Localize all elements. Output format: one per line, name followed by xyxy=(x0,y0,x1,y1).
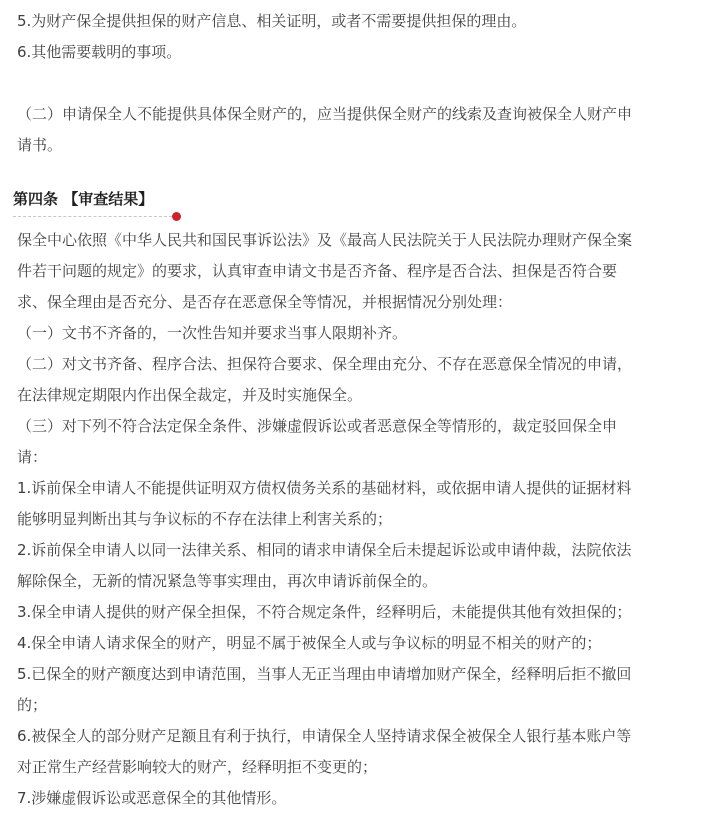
body-line: 1.诉前保全申请人不能提供证明双方债权债务关系的基础材料，或依据申请人提供的证据材料 xyxy=(17,479,632,497)
body-line: （一）文书不齐备的，一次性告知并要求当事人限期补齐。 xyxy=(17,324,408,342)
body-line: 对正常生产经营影响较大的财产，经释明拒不变更的； xyxy=(17,758,378,776)
red-dot-marker xyxy=(172,212,181,221)
body-line: （三）对下列不符合法定保全条件、涉嫌虚假诉讼或者恶意保全等情形的，裁定驳回保全申 xyxy=(17,417,618,435)
body-line: 7.涉嫌虚假诉讼或恶意保全的其他情形。 xyxy=(17,789,287,807)
body-line: 保全中心依照《中华人民共和国民事诉讼法》及《最高人民法院关于人民法院办理财产保全案 xyxy=(17,231,633,249)
body-line: 请： xyxy=(17,448,48,466)
body-line: 6.被保全人的部分财产足额且有利于执行，申请保全人坚持请求保全被保全人银行基本账户等 xyxy=(17,727,632,745)
sub-clause-line: （二）申请保全人不能提供具体保全财产的，应当提供保全财产的线索及查询被保全人财产申 xyxy=(17,105,633,123)
body-line: 件若干问题的规定》的要求，认真审查申请文书是否齐备、程序是否合法、担保是否符合要 xyxy=(17,262,618,280)
body-line: 3.保全申请人提供的财产保全担保，不符合规定条件，经释明后，未能提供其他有效担保的； xyxy=(17,603,632,621)
body-line: 4.保全申请人请求保全的财产，明显不属于被保全人或与争议标的明显不相关的财产的； xyxy=(17,634,602,652)
section-title: 第四条 【审查结果】 xyxy=(13,190,154,208)
title-underline xyxy=(13,213,181,221)
spacer xyxy=(17,68,721,99)
body-line: 5.已保全的财产额度达到申请范围，当事人无正当理由申请增加财产保全，经释明后拒不撤回 xyxy=(17,665,632,683)
dashed-divider xyxy=(13,216,177,217)
body-line: （二）对文书齐备、程序合法、担保符合要求、保全理由充分、不存在恶意保全情况的申请， xyxy=(17,355,633,373)
body-line: 2.诉前保全申请人以同一法律关系、相同的请求申请保全后未提起诉讼或申请仲裁，法院依法 xyxy=(17,541,632,559)
list-item: 5.为财产保全提供担保的财产信息、相关证明，或者不需要提供担保的理由。 xyxy=(17,12,527,30)
body-line: 的； xyxy=(17,696,48,714)
body-line: 在法律规定期限内作出保全裁定，并及时实施保全。 xyxy=(17,386,363,404)
sub-clause-line: 请书。 xyxy=(17,136,63,154)
body-line: 求、保全理由是否充分、是否存在恶意保全等情况，并根据情况分别处理： xyxy=(17,293,513,311)
body-line: 解除保全，无新的情况紧急等事实理由，再次申请诉前保全的。 xyxy=(17,572,438,590)
list-item: 6.其他需要载明的事项。 xyxy=(17,43,182,61)
spacer xyxy=(17,161,721,187)
body-line: 能够明显判断出其与争议标的不存在法律上利害关系的； xyxy=(17,510,393,528)
